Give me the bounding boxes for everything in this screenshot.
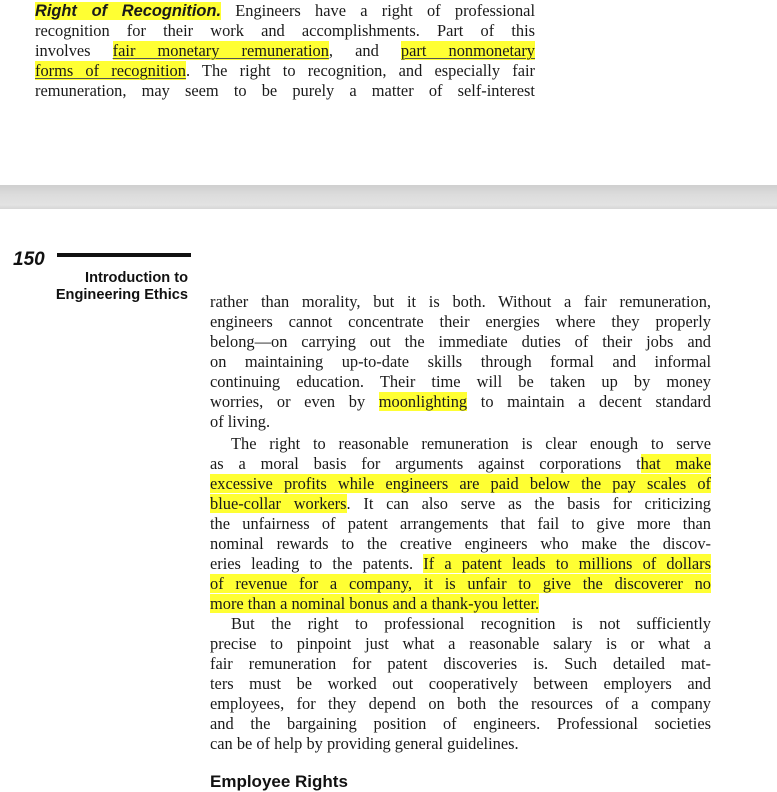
text-line [210, 372, 711, 392]
text-run: , and [328, 41, 401, 60]
top-paragraph [35, 1, 535, 101]
text-line [210, 474, 711, 494]
running-head [56, 270, 188, 304]
text-line [210, 714, 711, 734]
text-run: recognition for their work and accomplishments. Part of this [35, 21, 535, 40]
text-run: worries, or even by [210, 392, 379, 411]
paragraph [210, 434, 711, 614]
text-line [210, 594, 711, 614]
text-run: remuneration, may seem to be purely a matter of self-interest [35, 81, 535, 100]
text-run: on maintaining up-to-date skills through formal and informal [210, 352, 711, 371]
text-run: involves [35, 41, 113, 60]
text-run: But the right to professional recognition is not sufficiently [231, 614, 711, 633]
text-run: and the bargaining position of engineers. Professional societies [210, 714, 711, 733]
highlighted-text: excessive profits while engineers are paid below the pay scales of [210, 474, 711, 493]
text-run: eries leading to the patents. [210, 554, 424, 573]
highlighted-text: fair monetary remuneration [112, 41, 329, 60]
running-head-line: Introduction to [85, 270, 188, 286]
text-line [210, 332, 711, 352]
text-line [210, 694, 711, 714]
text-run: precise to pinpoint just what a reasonable salary is or what a [210, 634, 711, 653]
text-run: nominal rewards to the creative engineers who make the discov- [210, 534, 711, 553]
text-run: rather than morality, but it is both. Without a fair remuneration, [210, 292, 711, 311]
next-section-heading [210, 767, 410, 791]
text-line [210, 352, 711, 372]
text-line [210, 554, 711, 574]
highlighted-text: forms of recognition [35, 61, 186, 80]
text-run: The right to reasonable remuneration is clear enough to serve [231, 434, 711, 453]
highlighted-text: more than a nominal bonus and a thank-you letter. [210, 594, 540, 613]
text-run: to maintain a decent standard [467, 392, 711, 411]
text-line [210, 454, 711, 474]
page-number: 150 [13, 249, 45, 270]
text-run: can be of help by providing general guidelines. [210, 734, 519, 753]
section-heading: Right of Recognition. [35, 2, 222, 20]
text-line [210, 434, 711, 454]
highlighted-text: moonlighting [378, 392, 468, 411]
text-run: the unfairness of patent arrangements that fail to give more than [210, 514, 711, 533]
highlighted-text: If a patent leads to millions of dollars [423, 554, 711, 573]
text-run: as a moral basis for arguments against corporations t [210, 454, 641, 473]
text-line [210, 392, 711, 412]
text-run: employees, for they depend on both the resources of a company [210, 694, 711, 713]
previous-page-fragment [0, 0, 777, 185]
text-line [35, 41, 535, 61]
text-run: ters must be worked out cooperatively between employers and [210, 674, 711, 693]
next-section-heading-text: Employee Rights [210, 772, 348, 791]
text-line [35, 61, 535, 81]
page-number-rule [57, 253, 191, 257]
text-line [210, 574, 711, 594]
text-run: fair remuneration for patent discoveries is. Such detailed mat- [210, 654, 711, 673]
text-line [210, 634, 711, 654]
text-run: continuing education. Their time will be taken up by money [210, 372, 711, 391]
highlighted-text: blue-collar workers [210, 494, 347, 513]
text-line [35, 81, 535, 101]
highlighted-text: hat make [640, 454, 711, 473]
highlighted-text: part nonmonetary [400, 41, 535, 60]
text-run: . The right to recognition, and especially fair [185, 61, 535, 80]
text-run: of living. [210, 412, 271, 431]
running-head-line: Engineering Ethics [55, 287, 188, 303]
text-line [210, 412, 711, 432]
text-line [210, 614, 711, 634]
text-run: engineers cannot concentrate their energies where they properly [210, 312, 711, 331]
highlighted-text: of revenue for a company, it is unfair to give the discoverer no [210, 574, 711, 593]
text-run: belong—on carrying out the immediate duties of their jobs and [210, 332, 711, 351]
page-separator [0, 185, 777, 209]
text-line [35, 21, 535, 41]
page [0, 209, 777, 791]
text-line [210, 312, 711, 332]
text-line [35, 1, 535, 21]
text-run: . It can also serve as the basis for criticizing [346, 494, 712, 513]
paragraph [210, 614, 711, 754]
text-line [210, 654, 711, 674]
text-line [210, 534, 711, 554]
text-line [210, 494, 711, 514]
paragraph [210, 292, 711, 432]
text-line [210, 674, 711, 694]
text-line [210, 292, 711, 312]
text-line [210, 734, 711, 754]
text-run: Engineers have a right of professional [221, 1, 536, 20]
text-line [210, 514, 711, 534]
